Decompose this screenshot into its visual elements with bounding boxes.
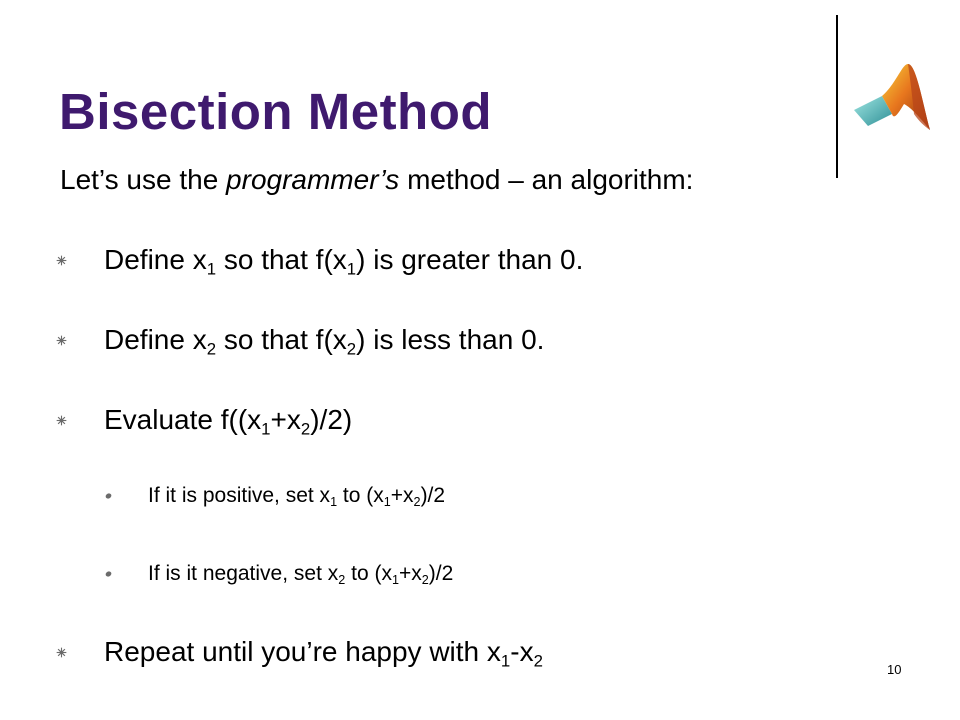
subscript: 1 (346, 259, 357, 279)
subscript: 2 (533, 651, 543, 671)
text-segment: +x (398, 562, 422, 585)
text-segment: to (x (345, 562, 392, 585)
bullet-text (148, 562, 453, 586)
subscript: 2 (338, 573, 346, 588)
bullet-item (56, 324, 545, 359)
intro-emphasis: programmer’s (226, 164, 400, 195)
text-segment: so that f(x (216, 324, 347, 355)
subscript: 1 (261, 419, 271, 439)
sub-bullet-item (104, 562, 453, 586)
subscript: 1 (391, 573, 399, 588)
bullet-item (56, 244, 584, 279)
subscript: 1 (500, 651, 511, 671)
text-segment: so that f(x (216, 244, 347, 275)
text-segment: Repeat until you’re happy with x (104, 636, 501, 667)
text-segment: )/2) (310, 404, 353, 435)
dot-bullet-icon (104, 569, 114, 579)
sub-bullet-item (104, 484, 445, 508)
subscript: 2 (300, 419, 311, 439)
dot-bullet-icon (104, 491, 114, 501)
text-segment: If is it negative, set x (148, 562, 339, 585)
bullet-text (104, 244, 584, 279)
bullet-text (104, 636, 543, 671)
starburst-bullet-icon (56, 415, 67, 426)
text-segment: )/2 (420, 484, 446, 507)
bullet-item (56, 636, 543, 671)
subscript: 2 (421, 573, 429, 588)
matlab-logo-icon (838, 50, 942, 146)
text-segment: -x (510, 636, 534, 667)
text-segment: ) is greater than 0. (356, 244, 584, 275)
bullet-text (104, 324, 545, 359)
text-segment: If it is positive, set x (148, 484, 331, 507)
bullet-text (104, 404, 353, 439)
page-number: 10 (887, 662, 902, 677)
bullet-text (148, 484, 445, 508)
subscript: 1 (330, 495, 338, 510)
text-segment: Evaluate f((x (104, 404, 262, 435)
intro-text-start: Let’s use the (60, 164, 227, 195)
starburst-bullet-icon (56, 255, 67, 266)
slide-title: Bisection Method (59, 83, 493, 140)
text-segment: Define x (104, 244, 207, 275)
intro-text (60, 164, 693, 196)
starburst-bullet-icon (56, 647, 67, 658)
text-segment: ) is less than 0. (356, 324, 545, 355)
subscript: 1 (206, 259, 217, 279)
subscript: 2 (206, 339, 217, 359)
text-segment: +x (270, 404, 301, 435)
subscript: 1 (383, 495, 391, 510)
text-segment: +x (390, 484, 414, 507)
text-segment: to (x (337, 484, 384, 507)
bullet-item (56, 404, 353, 439)
text-segment: Define x (104, 324, 207, 355)
starburst-bullet-icon (56, 335, 67, 346)
intro-text-end: method – an algorithm: (399, 164, 694, 195)
subscript: 2 (413, 495, 421, 510)
subscript: 2 (346, 339, 357, 359)
text-segment: )/2 (428, 562, 454, 585)
